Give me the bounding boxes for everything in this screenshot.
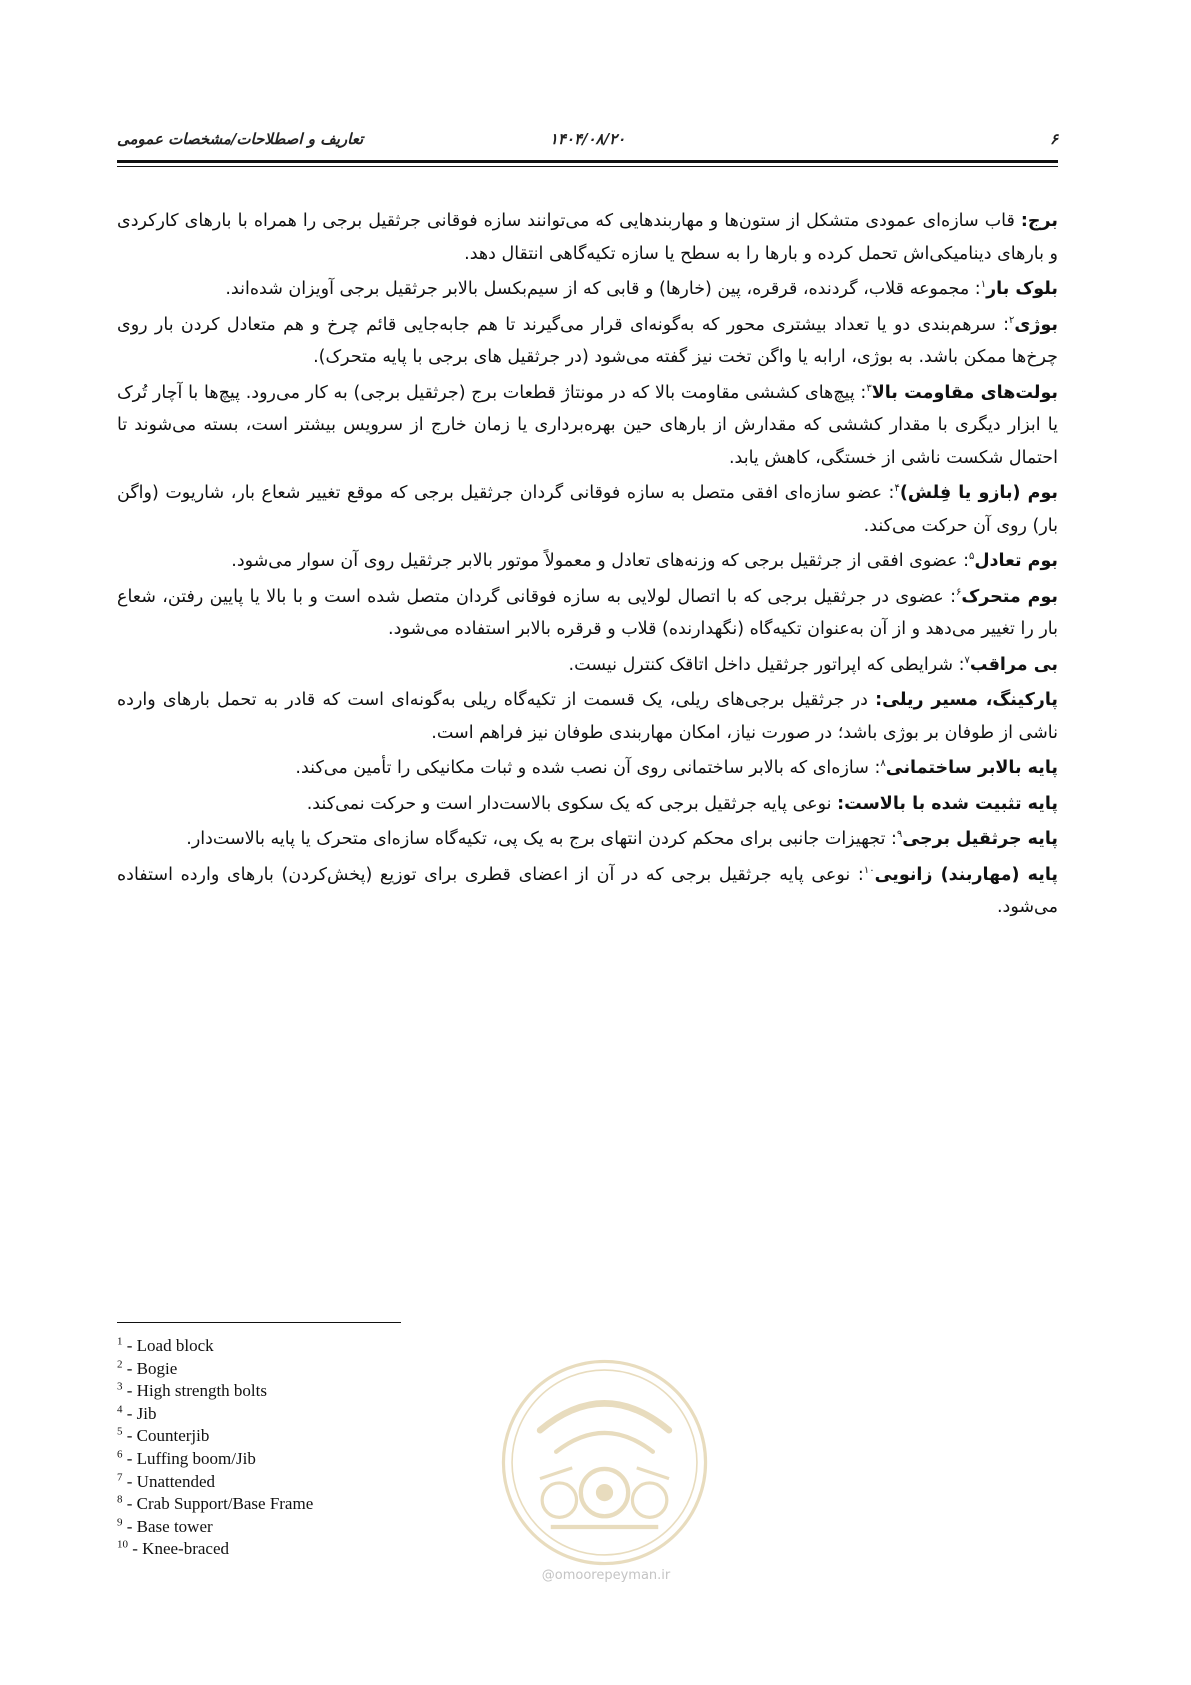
footnote-item — [117, 1380, 313, 1403]
definition-text: : پیچ‌های کششی مقاومت بالا که در مونتاژ قطعات برج (جرثقیل برجی) به کار می‌رود. پیچ‌ها با آچار تُرک یا ابزار دیگری با مقدار کششی که مقدارش از بارهای حین بهره‌برداری یا زمان خارج از سرویس بیشتر است، بسته می‌شوند تا احتمال شکست ناشی از خستگی، کاهش یابد. — [117, 382, 1058, 468]
footnote-item — [117, 1471, 313, 1494]
footnote-text: - Counterjib — [122, 1426, 210, 1446]
footnote-text: - Luffing boom/Jib — [122, 1448, 256, 1468]
definitions-body — [117, 205, 1058, 927]
footnote-item — [117, 1516, 313, 1539]
footnote-text: - Unattended — [122, 1471, 216, 1491]
footnote-text: - High strength bolts — [122, 1381, 267, 1401]
definition-term: بولت‌های مقاومت بالا — [871, 382, 1058, 403]
definition-paragraph — [117, 649, 1058, 682]
definition-term: پایه (مهاربند) زانویی — [874, 864, 1058, 885]
document-date: ۱۴۰۴/۰۸/۲۰ — [549, 130, 626, 148]
footnote-text: - Crab Support/Base Frame — [122, 1494, 314, 1514]
definition-text: نوعی پایه جرثقیل برجی که یک سکوی بالاست‌دار است و حرکت نمی‌کند. — [306, 793, 838, 814]
definition-paragraph — [117, 477, 1058, 542]
footnote-text: - Jib — [122, 1403, 157, 1423]
footnote-item — [117, 1335, 313, 1358]
footnote-number: 6 — [117, 1448, 123, 1461]
footnotes-list — [117, 1335, 313, 1561]
footnote-number: 9 — [117, 1516, 123, 1529]
definition-text: : عضو سازه‌ای افقی متصل به سازه فوقانی گردان جرثقیل برجی که موقع تغییر شعاع بار، شاریوت (واگن بار) روی آن حرکت می‌کند. — [117, 483, 1058, 536]
definition-term: بی مراقب — [969, 654, 1058, 675]
definition-paragraph — [117, 581, 1058, 646]
footnote-ref[interactable]: ۱ — [980, 279, 987, 291]
footnote-ref[interactable]: ۵ — [968, 551, 975, 563]
footnote-item — [117, 1538, 313, 1561]
footnote-text: - Bogie — [122, 1358, 178, 1378]
footnote-ref[interactable]: ۳ — [866, 382, 872, 394]
footnote-text: - Knee-braced — [128, 1539, 229, 1559]
definition-term: بلوک بار — [986, 279, 1058, 299]
definition-paragraph — [117, 309, 1058, 374]
definition-paragraph — [117, 273, 1058, 306]
watermark-url: @omoorepeyman.ir — [541, 1568, 671, 1583]
definition-term: بوژی — [1014, 314, 1058, 335]
header-rule-thin — [117, 166, 1058, 167]
definition-paragraph — [117, 205, 1058, 270]
footnote-ref[interactable]: ۹ — [896, 829, 903, 841]
footnote-item — [117, 1358, 313, 1381]
footnote-number: 2 — [117, 1357, 123, 1370]
definition-term: بوم متحرک — [961, 586, 1058, 607]
definition-paragraph — [117, 823, 1058, 856]
watermark-seal-icon — [497, 1355, 712, 1570]
definition-paragraph — [117, 752, 1058, 785]
footnote-number: 3 — [117, 1380, 123, 1393]
definition-term: پایه جرثقیل برجی — [902, 829, 1058, 849]
definition-term: بوم (بازو یا فِلش) — [899, 483, 1058, 503]
definition-text: در جرثقیل برجی‌های ریلی، یک قسمت از تکیه‌گاه ریلی به‌گونه‌ای است که قادر به تحمل بارهای وارده ناشی از طوفان بر بوژی باشد؛ در صورت نیاز، امکان مهاربندی طوفان نیز فراهم است. — [117, 690, 1058, 743]
section-title: تعاریف و اصطلاحات/مشخصات عمومی — [117, 130, 364, 148]
definition-text: : مجموعه قلاب، گردنده، قرقره، پین (خارها) و قابی که از سیم‌بکسل بالابر جرثقیل برجی آویزان شده‌اند. — [225, 279, 981, 299]
footnote-number: 4 — [117, 1403, 123, 1416]
definition-term: برج: — [1020, 211, 1058, 231]
footnote-text: - Load block — [122, 1336, 214, 1355]
definition-paragraph — [117, 859, 1058, 924]
footnote-ref[interactable]: ۱۰ — [863, 864, 875, 876]
footnote-number: 8 — [117, 1493, 123, 1506]
footnote-ref[interactable]: ۶ — [955, 586, 962, 598]
footnote-item — [117, 1448, 313, 1471]
definition-text: : عضوی در جرثقیل برجی که با اتصال لولایی به سازه فوقانی گردان متصل شده است و با بالا یا پایین رفتن، شعاع بار را تغییر می‌دهد و از آن به‌عنوان تکیه‌گاه (نگهدارنده) قلاب و قرقره بالابر استفاده می‌شود. — [117, 586, 1058, 639]
definition-text: : نوعی پایه جرثقیل برجی که در آن از اعضای قطری برای توزیع (پخش‌کردن) بارهای وارده استفاده می‌شود. — [117, 864, 1058, 917]
footnote-text: - Base tower — [122, 1516, 213, 1536]
footnote-number: 5 — [117, 1425, 123, 1438]
definition-term: پایه تثبیت شده با بالاست: — [837, 793, 1058, 814]
page-number: ۶ — [1049, 130, 1058, 148]
footnote-number: 7 — [117, 1470, 123, 1483]
definition-text: : عضوی افقی از جرثقیل برجی که وزنه‌های تعادل و معمولاً موتور بالابر جرثقیل روی آن سوار می‌شود. — [231, 551, 969, 571]
definition-paragraph — [117, 545, 1058, 578]
footnote-item — [117, 1425, 313, 1448]
definition-text: : سرهم‌بندی دو یا تعداد بیشتری محور که به‌گونه‌ای قرار می‌گیرند تا هم جابه‌جایی قائم چرخ و هم متعادل کردن بار روی چرخ‌ها ممکن باشد. به بوژی، ارابه یا واگن تخت نیز گفته می‌شود (در جرثقیل های برجی با پایه متحرک). — [117, 314, 1058, 367]
definition-paragraph — [117, 684, 1058, 749]
footnote-number: 10 — [117, 1538, 128, 1551]
definition-term: پارکینگ، مسیر ریلی: — [875, 690, 1058, 710]
footnote-item — [117, 1493, 313, 1516]
footnote-ref[interactable]: ۴ — [894, 483, 900, 495]
footnote-item — [117, 1403, 313, 1426]
definition-term: بوم تعادل — [974, 551, 1058, 571]
footnote-ref[interactable]: ۲ — [1008, 314, 1015, 326]
footnote-separator — [117, 1322, 401, 1323]
page-header — [117, 130, 1058, 156]
footnote-ref[interactable]: ۸ — [880, 758, 886, 770]
header-rule-thick — [117, 160, 1058, 163]
definition-text: : سازه‌ای که بالابر ساختمانی روی آن نصب شده و ثبات مکانیکی را تأمین می‌کند. — [295, 758, 881, 778]
definition-paragraph — [117, 788, 1058, 821]
definition-term: پایه بالابر ساختمانی — [885, 758, 1058, 778]
footnote-ref[interactable]: ۷ — [964, 654, 970, 666]
definition-text: قاب سازه‌ای عمودی متشکل از ستون‌ها و مهاربندهایی که می‌توانند سازه فوقانی جرثقیل برجی را همراه با بارهای کارکردی و بارهای دینامیکی‌اش تحمل کرده و بارها را به سطح یا سازه تکیه‌گاهی انتقال دهد. — [117, 211, 1058, 264]
definition-text: : شرایطی که اپراتور جرثقیل داخل اتاقک کنترل نیست. — [568, 654, 965, 675]
definition-paragraph — [117, 377, 1058, 475]
definition-text: : تجهیزات جانبی برای محکم کردن انتهای برج به یک پی، تکیه‌گاه سازه‌ای متحرک یا پایه بالاست‌دار. — [186, 829, 897, 849]
footnote-number: 1 — [117, 1335, 123, 1348]
